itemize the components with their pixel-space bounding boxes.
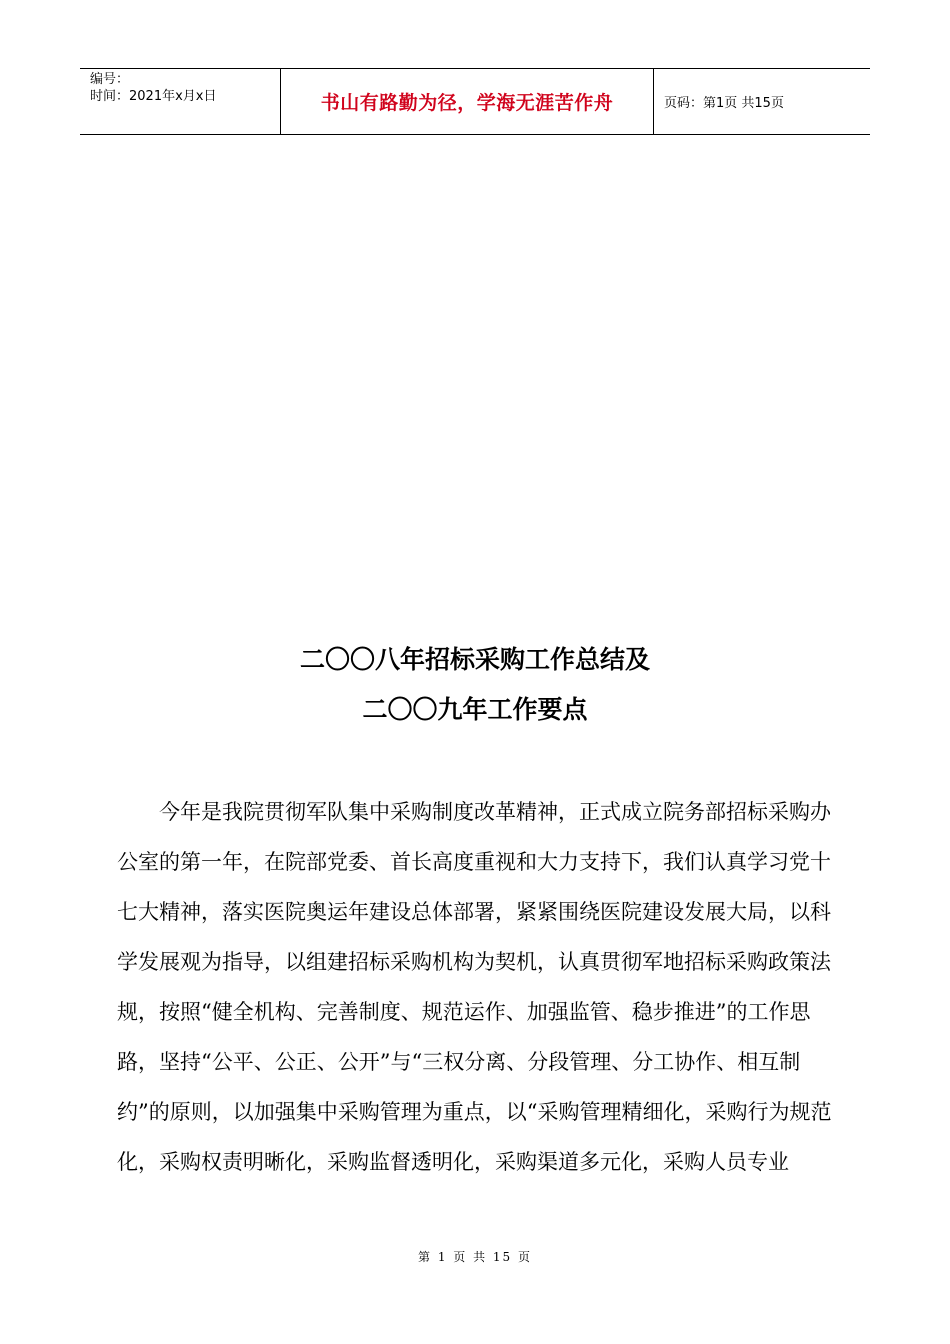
document-header (80, 68, 870, 135)
body-paragraph: 今年是我院贯彻军队集中采购制度改革精神，正式成立院务部招标采购办公室的第一年，在院部党委、首长高度重视和大力支持下，我们认真学习党十七大精神，落实医院奥运年建设总体部署，紧紧围绕医院建设发展大局，以科学发展观为指导，以组建招标采购机构为契机，认真贯彻军地招标采购政策法规，按照“健全机构、完善制度、规范运作、加强监管、稳步推进”的工作思路，坚持“公平、公正、公开”与“三权分离、分段管理、分工协作、相互制约”的原则，以加强集中采购管理为重点，以“采购管理精细化，采购行为规范化，采购权责明晰化，采购监督透明化，采购渠道多元化，采购人员专业 (117, 800, 832, 1174)
header-motto: 书山有路勤为径，学海无涯苦作舟 (281, 69, 654, 134)
date-line: 时间：2021年x月x日 (90, 89, 217, 104)
number-label: 编号： (90, 72, 130, 87)
document-title-line-2: 二〇〇九年工作要点 (362, 695, 588, 724)
document-title-line-1: 二〇〇八年招标采购工作总结及 (299, 645, 650, 674)
header-left-cell (80, 69, 281, 134)
document-body (117, 787, 851, 1187)
header-page-info: 页码：第1页 共15页 (664, 96, 784, 111)
page-footer: 第 1 页 共 15 页 (418, 1250, 532, 1264)
